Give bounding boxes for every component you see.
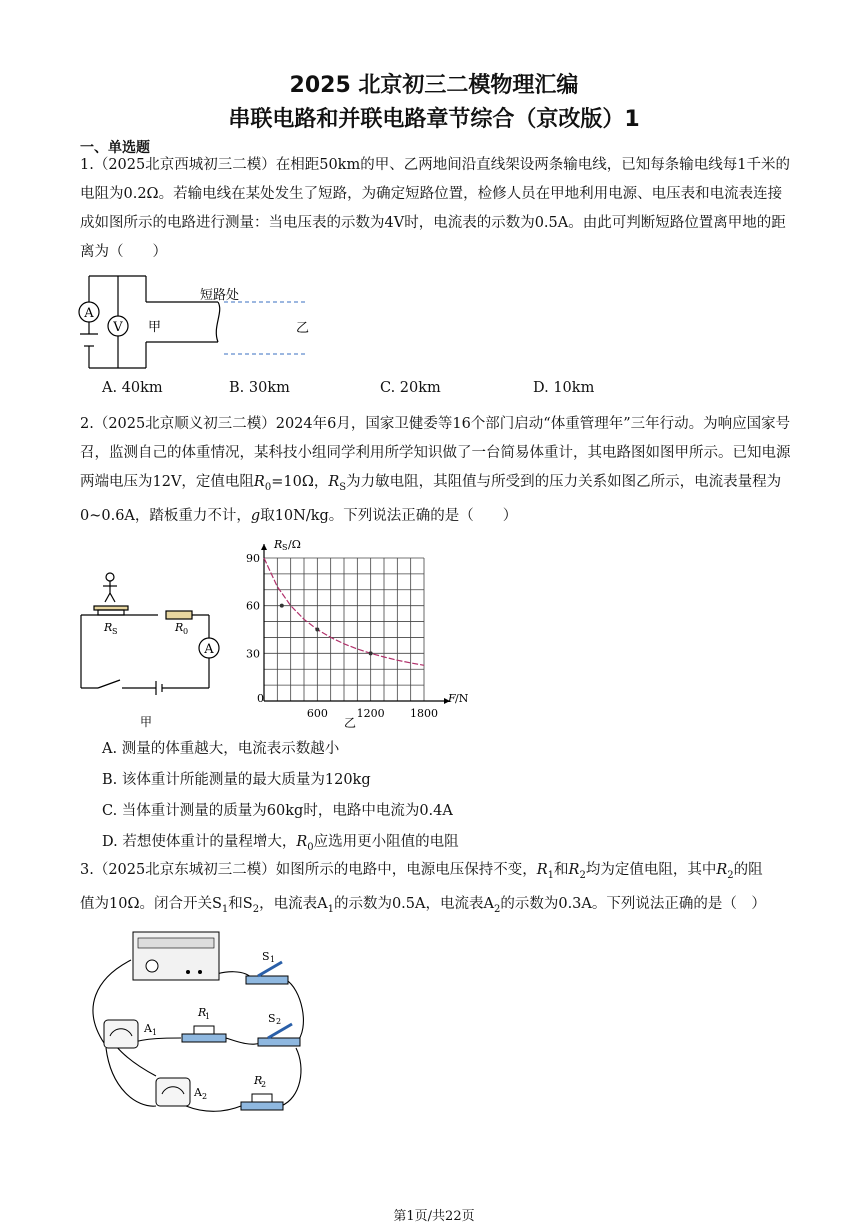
svg-text:1: 1 (205, 1012, 211, 1021)
x-tick-label: 1800 (410, 707, 438, 720)
svg-text:0: 0 (183, 627, 189, 636)
r0-label: R (175, 621, 184, 634)
ammeter-a2-icon (156, 1078, 190, 1106)
switch-s1-icon (246, 962, 288, 984)
svg-text:/N: /N (455, 692, 469, 705)
jia-label: 甲 (148, 320, 162, 335)
chart-point (315, 628, 319, 632)
svg-text:2: 2 (202, 1092, 208, 1101)
figure-jia-caption: 甲 (140, 715, 153, 728)
voltmeter-label: V (113, 320, 123, 335)
svg-text:2: 2 (276, 1017, 282, 1026)
svg-text:S: S (282, 543, 288, 552)
svg-text:S: S (268, 1012, 276, 1025)
q2-circuit-figure-jia (76, 568, 226, 728)
svg-text:A: A (194, 1086, 202, 1099)
q1-option-b[interactable]: B. 30km (229, 380, 290, 396)
power-supply-icon (133, 932, 219, 980)
q2-option-b[interactable]: B. 该体重计所能测量的最大质量为120kg (102, 772, 371, 788)
chart-ylabel: R (274, 538, 283, 551)
page-footer: 第1页/共22页 (393, 1209, 475, 1224)
question-2-text: 2.（2025北京顺义初三二模）2024年6月，国家卫健委等16个部门启动“体重管理年”三年行动。为响应国家号召，监测自己的体重情况，某科技小组同学利用所学知识做了一台简易体重计，其电路图如图甲所示。已知电源两端电压为12V，定值电阻$R_0=10\Omega$，$R_S$为力敏电阻，其阻值与所受到的压力关系如图乙所示，电流表量程为0~0.6A，踏板重力不计，g取10N/kg。下列说法正确的是（ ） (80, 416, 791, 524)
short-circuit-label: 短路处 (200, 288, 240, 303)
y-tick-label: 30 (246, 647, 260, 661)
page-subtitle: 串联电路和并联电路章节综合（京改版）1 (228, 107, 640, 132)
yi-label: 乙 (296, 321, 310, 336)
svg-text:A: A (204, 642, 214, 657)
rs-label: R (104, 621, 113, 634)
svg-text:R: R (198, 1006, 207, 1019)
svg-text:/Ω: /Ω (288, 538, 301, 551)
switch-s2-icon (258, 1024, 300, 1046)
chart-xlabel: F (448, 692, 456, 705)
svg-text:A: A (144, 1022, 152, 1035)
chart-point (280, 604, 284, 608)
svg-text:2: 2 (261, 1080, 267, 1089)
person-icon (106, 573, 114, 581)
svg-text:R: R (254, 1074, 263, 1087)
svg-text:S: S (262, 950, 270, 963)
question-3-text: 3.（2025北京东城初三二模）如图所示的电路中，电源电压保持不变，$R_1$和$R_2$均为定值电阻，其中$R_2$的阻 值为10Ω。闭合开关$S_1$和$S_2$，电流表$A_1$的示数为0.5A，电流表$A_2$的示数为0.3A。下列说法正确的是（ ） (80, 862, 766, 915)
question-1-text: 1.（2025北京西城初三二模）在相距50km的甲、乙两地间沿直线架设两条输电线，已知每条输电线每1千米的电阻为0.2Ω。若输电线在某处发生了短路，为确定短路位置，检修人员在甲地利用电源、电压表和电流表连接成如图所示的电路进行测量：当电压表的示数为4V时，电流表的示数为0.5A。由此可判断短路位置离甲地的距离为（ ） (80, 157, 790, 260)
rs-symbol: R (328, 474, 340, 490)
q2-chart-yi (236, 536, 472, 730)
svg-text:1: 1 (270, 955, 276, 964)
q1-circuit-figure (76, 272, 316, 372)
chart-origin: 0 (257, 692, 264, 705)
y-tick-label: 90 (246, 552, 260, 565)
figure-yi-caption: 乙 (344, 716, 357, 730)
chart-point (369, 651, 373, 655)
q2-option-c[interactable]: C. 当体重计测量的质量为60kg时，电路中电流为0.4A (102, 803, 453, 819)
r0-resistor (166, 611, 192, 619)
ammeter-label: A (84, 306, 94, 321)
x-tick-label: 600 (306, 707, 328, 720)
resistor-r1-icon (182, 1026, 226, 1042)
g-symbol: g (250, 507, 261, 524)
svg-text:S: S (112, 627, 118, 636)
q2-option-a[interactable]: A. 测量的体重越大，电流表示数越小 (102, 741, 340, 757)
q1-option-a[interactable]: A. 40km (102, 380, 163, 396)
q3-circuit-figure (76, 928, 316, 1118)
y-tick-label: 60 (246, 599, 260, 613)
svg-text:1: 1 (152, 1028, 158, 1037)
r0-symbol: R (253, 474, 265, 490)
x-tick-label: 1200 (356, 707, 385, 720)
q1-option-c[interactable]: C. 20km (380, 380, 441, 396)
ammeter-a1-icon (104, 1020, 138, 1048)
q2-option-d[interactable]: D. 若想使体重计的量程增大，$R_0$应选用更小阻值的电阻 (102, 834, 459, 853)
section-title: 一、单选题 (80, 140, 150, 156)
resistor-r2-icon (241, 1094, 283, 1110)
q1-option-d[interactable]: D. 10km (533, 380, 595, 396)
page-title: 2025 北京初三二模物理汇编 (289, 73, 579, 98)
